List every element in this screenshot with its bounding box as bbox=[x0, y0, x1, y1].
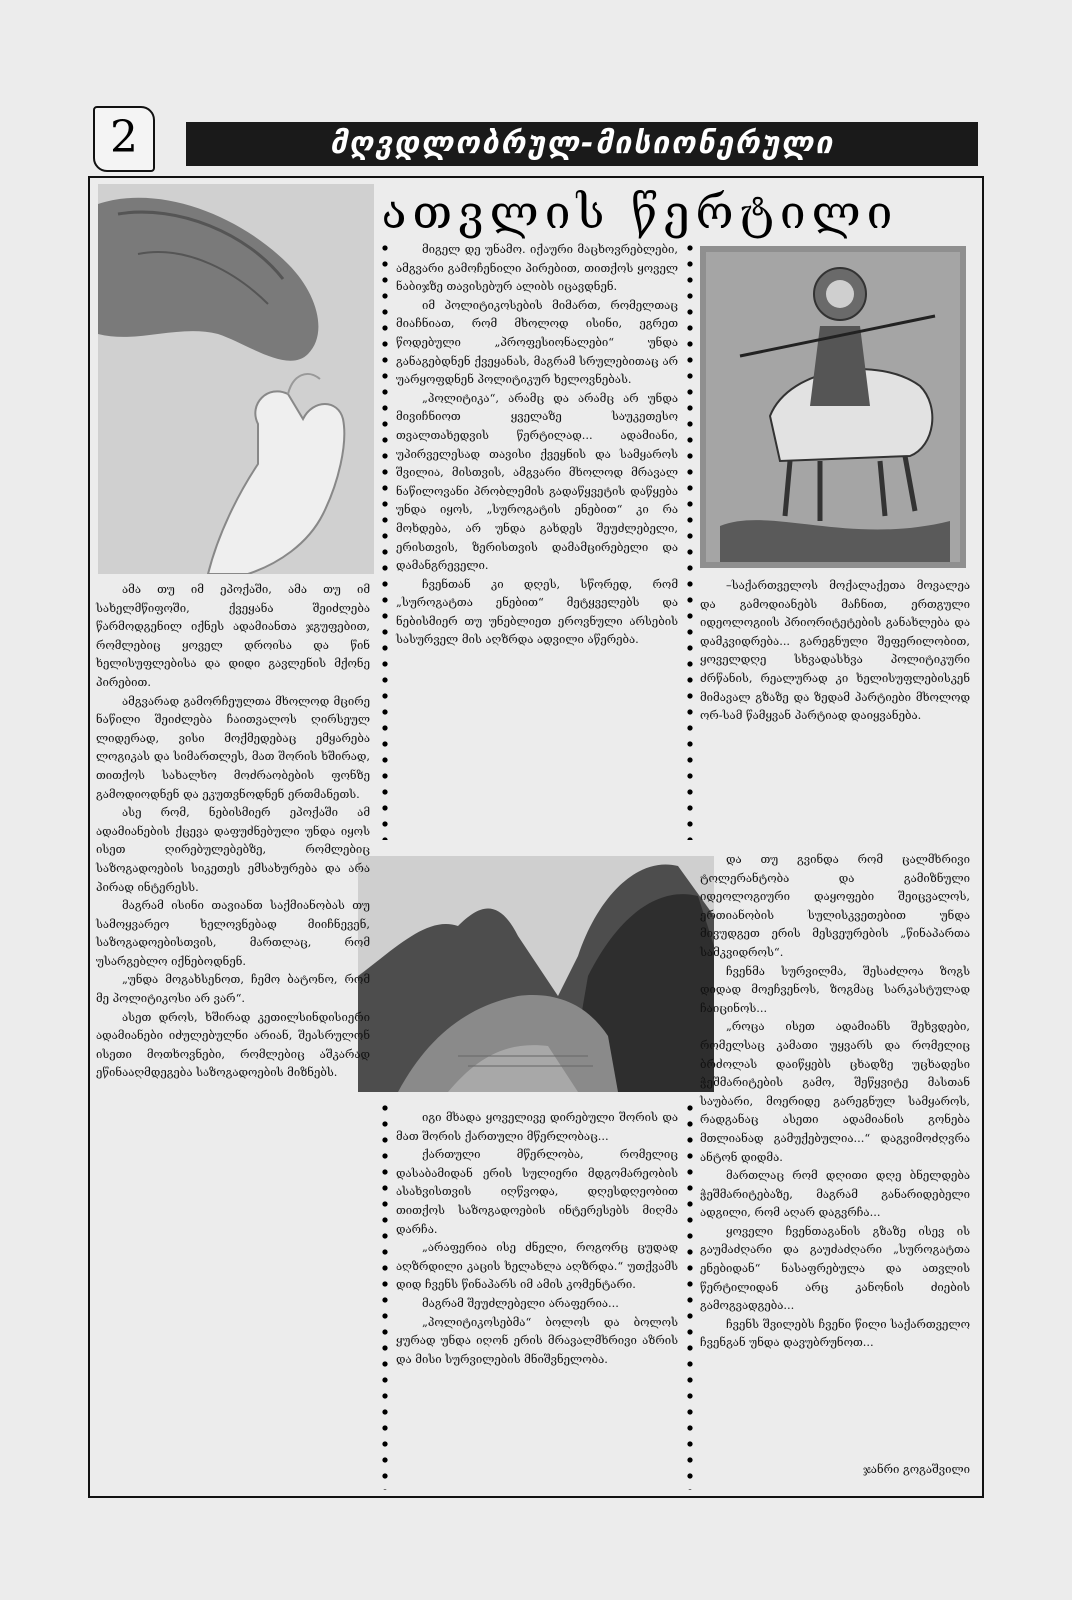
paragraph: ჩვენმა სურვილმა, შესაძლოა ზოგს დიდად მოეჩვენოს, ზოგმაც სარკასტულად ჩაიცინოს... bbox=[700, 963, 970, 1015]
column-middle-bottom bbox=[396, 1108, 678, 1488]
paragraph: და თუ გვინდა რომ ცალმხრივი ტოლერანტობა და გამიზნული იდეოლოგიური დაყოფები შეიცვალოს, ერთიანობის სულისკვეთებით უნდა მივუდგეთ ერის მესვეურების „წინაპართა სამკვიდროს“. bbox=[700, 852, 970, 959]
page-number: 2 bbox=[93, 106, 155, 172]
paragraph: ამა თუ იმ ეპოქაში, ამა თუ იმ სახელმწიფოში, ქვეყანა შეიძლება წარმოდგენილ იქნეს ადამიანთა ჯგუფებით, რომლებიც ყოველ დროისა და წინ ხელისუფლებისა და დიდი გავლენის მქონე პირებით. bbox=[96, 582, 370, 689]
paragraph: მართლაც რომ დღითი დღე ბნელდება ჭეშმარიტებაზე, მაგრამ განარიდებელი ადგილი, რომ აღარ დაგვრჩა... bbox=[700, 1168, 970, 1220]
paragraph: მაგრამ ისინი თავიანთ საქმიანობას თუ სამოყვარეო ხელოვნებად მიიჩნევენ, საზოგადოებისთვის, მართლაც, რომ უსარგებლო იქნებოდნენ. bbox=[96, 898, 370, 968]
paragraph: ჩვენს შვილებს ჩვენი წილი საქართველო ჩვენგან უნდა დავუბრუნოთ... bbox=[700, 1316, 970, 1350]
paragraph: „უნდა მოგახსენოთ, ჩემო ბატონო, რომ მე პოლიტიკოსი არ ვარ“. bbox=[96, 972, 370, 1006]
column-divider bbox=[381, 240, 389, 840]
saint-george-image bbox=[700, 246, 966, 568]
hands-image bbox=[98, 184, 374, 574]
column-divider bbox=[686, 1100, 694, 1490]
paragraph: ყოველი ჩვენთაგანის გზაზე ისევ ის გაუმაძღარი და გაუძაძღარი „სუროგატთა ენებიდან“ ნასაფრებულა და ათვლის წერტილიდან არც კანონის ძიების გამოგვადგება... bbox=[700, 1223, 970, 1313]
paragraph: –საქართველოს მოქალაქეთა მოვალეა და გამოდიანებს მაჩნით, ერთგული იდეოლოგიის პრიორიტეტების განახლება და დამკვიდრება... გარეგნული შეფერილობით, ყოველდღე სხვადასხვა პოლიტიკური ძრწანის, რეალურად კი ხელისუფლებისკენ მიმავალ გზაზე და ზედამ პარტიები მხოლოდ ორ-სამ წამყვან პარტიად დაიყვანება. bbox=[700, 578, 970, 723]
author-signature: ჯანრი გოგაშვილი bbox=[863, 1462, 970, 1476]
paragraph: „პოლიტიკოსებმა“ ბოლოს და ბოლოს ყურად უნდა იღონ ერის მრავალმხრივი აზრის და მისი სურვილების მნიშვნელობა. bbox=[396, 1314, 678, 1366]
paragraph: ამგვარად გამორჩეულთა მხოლოდ მცირე ნაწილი შეიძლება ჩაითვალოს ღირსეულ ლიდერად, ვისი მოქმედებაც ემყარება ლოგიკას და სიმართლეს, მათ შორის ხშირად, თითქოს სახალხო მოძრაობების ფონზე გამოდიოდნენ და ეკუთვნოდნენ ერთმანეთს. bbox=[96, 693, 370, 801]
column-divider bbox=[686, 240, 694, 840]
paragraph: იგი მხადა ყოველივე დირებული შორის და მათ შორის ქართული მწერლობაც... bbox=[396, 1110, 678, 1143]
column-divider bbox=[381, 1100, 389, 1490]
column-left bbox=[96, 580, 370, 1480]
photo-mountains bbox=[358, 856, 714, 1092]
column-right-top bbox=[700, 576, 970, 846]
photo-saint-george-icon bbox=[700, 246, 966, 568]
paragraph: ჩვენთან კი დღეს, სწორედ, რომ „სუროგატთა ენებით“ მეტყველებს და ნებისმიერ თუ უნებლიეთ ეროვნული არსების სასურველ მის აღზრდა ადვილი აწერება. bbox=[396, 576, 678, 647]
paragraph: ასე რომ, ნებისმიერ ეპოქაში ამ ადამიანების ქცევა დაფუძნებული უნდა იყოს ისეთ ღირებულებებზე, რომლებიც საზოგადოების სიკეთეს ემსახურება და არა პირად ინტერესს. bbox=[96, 805, 370, 894]
column-right-bottom bbox=[700, 850, 970, 1450]
paragraph: „როცა ისეთ ადამიანს შეხვდები, რომელსაც კამათი უყვარს და რომელიც ბრძოლას დაიწყებს ცხადზე უცხადესი ჭეშმარიტების გამო, შეწყვიტე მასთან საუბარი, მოერიდე გარეგნულ სამყაროს, რადგანაც ასეთი ადამიანის გონება მთლიანად გამუქებულია...“ დაგვიმოძღვრა ანტონ დიდმა. bbox=[700, 1019, 970, 1164]
paragraph: ქართული მწერლობა, რომელიც დასაბამიდან ერის სულიერი მდგომარეობის ასახვისთვის იღწვოდა, დღესდღეობით თითქოს საზოგადოების ინტერესებს მიღმა დარჩა. bbox=[396, 1147, 678, 1236]
paragraph: „არაფერია ისე ძნელი, როგორც ცუდად აღზრდილი კაცის ხელახლა აღზრდა.“ უთქვამს დიდ ჩვენს წინაპარს იმ ამის კომენტარი. bbox=[396, 1240, 678, 1292]
paragraph: იმ პოლიტიკოსების მიმართ, რომელთაც მიაჩნიათ, რომ მხოლოდ ისინი, ეგრეთ წოდებული „პროფესიონალები“ უნდა განაგებდნენ ქვეყანას, მაგრამ სრულებითაც არ უარყოფდნენ პოლიტიკურ ხელოვნებას. bbox=[396, 297, 678, 387]
photo-hands bbox=[98, 184, 374, 574]
paragraph: მიგელ დე უნამო. იქაური მაცხოვრებლები, ამგვარი გამოჩენილი პირებით, თითქოს ყოველ ნაბიჯზე თავისებურ ალიბს იცავდნენ. bbox=[396, 242, 678, 294]
mountains-image bbox=[358, 856, 714, 1092]
column-middle-top bbox=[396, 240, 678, 840]
paragraph: მაგრამ შეუძლებელი არაფერია... bbox=[422, 1295, 619, 1310]
paragraph: ასეთ დროს, ხშირად კეთილსინდისიერი ადამიანები იძულებულნი არიან, შეასრულონ ისეთი მოთხოვნები, რომლებიც აშკარად ეწინააღმდეგება საზოგადოების მიზნებს. bbox=[96, 1009, 370, 1080]
section-banner: მღვდლობრულ-მისიონერული bbox=[186, 122, 978, 166]
article-title: ათვლის წერტილი bbox=[381, 185, 899, 239]
paragraph: „პოლიტიკა“, არამც და არამც არ უნდა მივიჩნიოთ ყველაზე საუკეთესო თვალთახედვის წერტილად... ადამიანი, უპირველესად თავისი ქვეყნის და სამყაროს შვილია, მისთვის, ამგვარი მხოლოდ მრავალ ნაწილოვანი პრობლემის გადაწყვეტის დაწყება უნდა იყოს, „სუროგატის ენებით“ კი რა მოხდება, არ უნდა გახდეს შეუძლებელი, ერისთვის, ზერისთვის დამამცირებელი და დამანგრეველი. bbox=[396, 390, 678, 573]
